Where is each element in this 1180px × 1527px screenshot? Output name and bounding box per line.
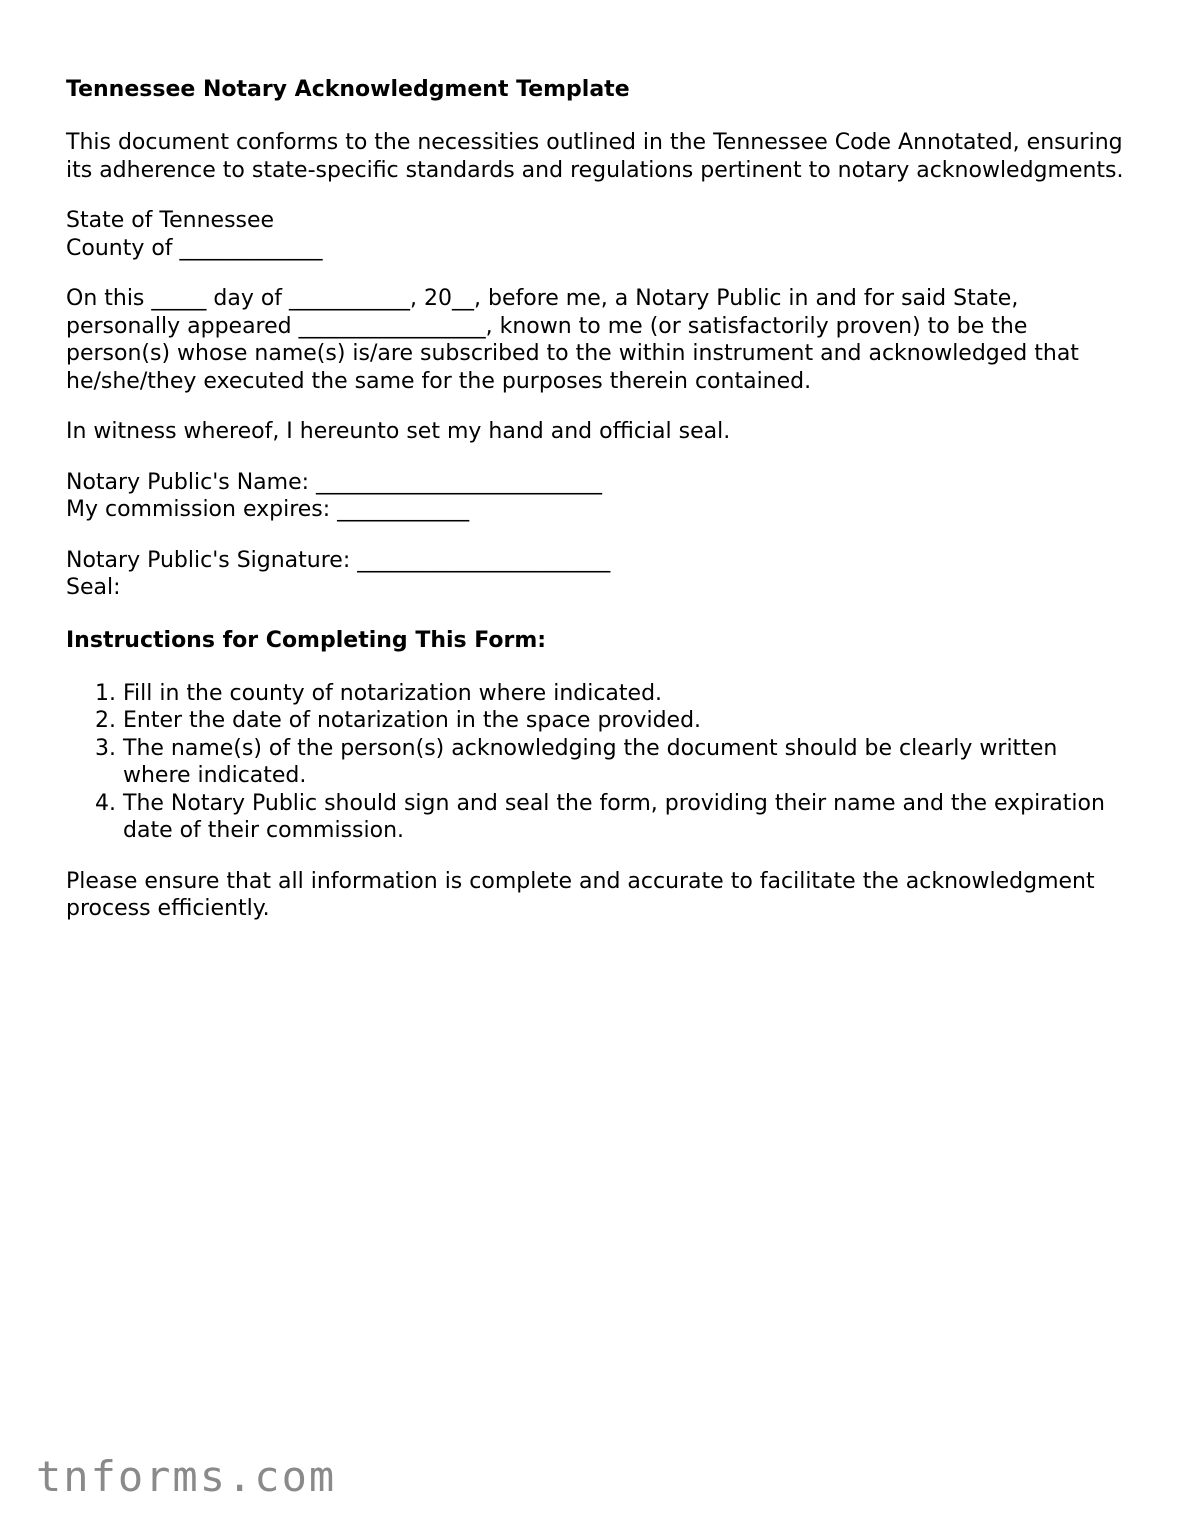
list-item: 3. The name(s) of the person(s) acknowledging the document should be clearly written where indicated.: [123, 735, 1126, 790]
document-title: Tennessee Notary Acknowledgment Template: [66, 77, 630, 102]
seal-line: Seal:: [66, 575, 121, 600]
venue-block: [66, 207, 1126, 262]
list-item: 1. Fill in the county of notarization where indicated.: [123, 680, 1126, 708]
closing-paragraph: Please ensure that all information is complete and accurate to facilitate the acknowledgment process efficiently.: [66, 868, 1095, 921]
instructions-list: [66, 680, 1126, 845]
document-page: [66, 74, 1126, 946]
list-item: 2. Enter the date of notarization in the space provided.: [123, 707, 1126, 735]
site-watermark: tnforms.com: [36, 1452, 337, 1501]
intro-paragraph: This document conforms to the necessities outlined in the Tennessee Code Annotated, ensuring its adherence to state-specific standards and regulations pertinent to notary acknowledgments.: [66, 130, 1124, 183]
list-item: 4. The Notary Public should sign and seal the form, providing their name and the expiration date of their commission.: [123, 790, 1126, 845]
notary-signature-line: Notary Public's Signature: _______________________: [66, 547, 611, 573]
notary-name-line: Notary Public's Name: __________________________: [66, 469, 603, 495]
county-line: County of _____________: [66, 235, 323, 261]
notary-details-block: [66, 469, 1126, 524]
notary-signature-block: [66, 547, 1126, 602]
instructions-heading: Instructions for Completing This Form:: [66, 627, 547, 653]
commission-expires-line: My commission expires: ____________: [66, 497, 470, 522]
acknowledgment-paragraph: On this _____ day of ___________, 20__, before me, a Notary Public in and for said State, personally appeared _________________, known to me (or satisfactorily proven) to be the person(s) whose name(s) is/are subscribed to the within instrument and acknowledged that he/she/they executed the same for the purposes therein contained.: [66, 286, 1079, 394]
witness-line: In witness whereof, I hereunto set my hand and official seal.: [66, 419, 731, 444]
state-line: State of Tennessee: [66, 208, 275, 233]
